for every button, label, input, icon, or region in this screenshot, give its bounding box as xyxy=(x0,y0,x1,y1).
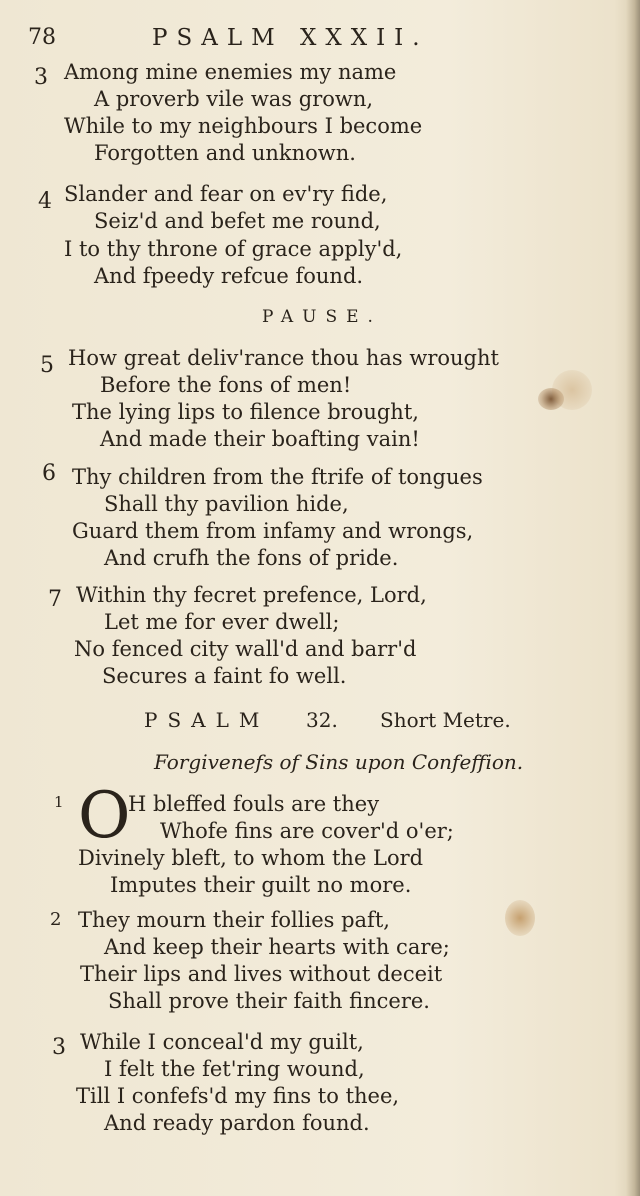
stanza-number: 6 xyxy=(42,461,56,486)
verse-line: Guard them from infamy and wrongs, xyxy=(72,519,474,543)
verse-line: Secures a faint fo well. xyxy=(102,664,347,688)
verse-line: Thy children from the ftrife of tongues xyxy=(72,465,483,489)
stanza-number: 1 xyxy=(54,793,64,811)
verse-line: I to thy throne of grace apply'd, xyxy=(64,237,403,261)
section-heading-metre: Short Metre. xyxy=(380,708,511,732)
foxing-stain xyxy=(505,900,535,936)
verse-line: No fenced city wall'd and barr'd xyxy=(74,637,417,661)
pause-label: PAUSE. xyxy=(262,307,382,327)
verse-line: H bleffed fouls are they xyxy=(128,792,380,816)
page-edge-shadow xyxy=(626,0,640,1196)
foxing-stain xyxy=(552,370,592,410)
verse-line: And made their boafting vain! xyxy=(100,427,420,451)
verse-line: Slander and fear on ev'ry fide, xyxy=(64,182,388,206)
stanza-number: 4 xyxy=(38,189,52,214)
verse-line: Shall thy pavilion hide, xyxy=(104,492,349,516)
verse-line: And ready pardon found. xyxy=(104,1111,370,1135)
verse-line: How great deliv'rance thou has wrought xyxy=(68,346,499,370)
verse-line: The lying lips to filence brought, xyxy=(72,400,419,424)
stanza-number: 3 xyxy=(34,65,48,90)
page-number: 78 xyxy=(28,25,56,50)
verse-line: They mourn their follies paft, xyxy=(78,908,390,932)
verse-line: A proverb vile was grown, xyxy=(94,87,374,111)
verse-line: While I conceal'd my guilt, xyxy=(80,1030,364,1054)
verse-line: Their lips and lives without deceit xyxy=(80,962,443,986)
stanza-number: 3 xyxy=(52,1035,66,1060)
verse-line: Before the fons of men! xyxy=(100,373,352,397)
section-heading-number: 32. xyxy=(306,708,338,732)
section-heading-psalm: PSALM xyxy=(144,708,270,732)
verse-line: And crufh the fons of pride. xyxy=(104,546,399,570)
verse-line: While to my neighbours I become xyxy=(64,114,423,138)
verse-line: Shall prove their faith fincere. xyxy=(108,989,430,1013)
verse-line: And fpeedy refcue found. xyxy=(94,264,364,288)
verse-line: Divinely bleft, to whom the Lord xyxy=(78,846,424,870)
verse-line: And keep their hearts with care; xyxy=(104,935,450,959)
verse-line: Whofe fins are cover'd o'er; xyxy=(160,819,454,843)
stanza-number: 7 xyxy=(48,587,62,612)
verse-line: Within thy fecret prefence, Lord, xyxy=(76,583,427,607)
verse-line: Forgotten and unknown. xyxy=(94,141,356,165)
page-title: PSALM XXXII. xyxy=(152,25,429,51)
stanza-number: 5 xyxy=(40,353,54,378)
verse-line: Let me for ever dwell; xyxy=(104,610,340,634)
verse-line: Seiz'd and befet me round, xyxy=(94,209,381,233)
verse-line: Till I confefs'd my fins to thee, xyxy=(76,1084,400,1108)
verse-line: Among mine enemies my name xyxy=(64,60,397,84)
stanza-number: 2 xyxy=(50,909,62,930)
verse-line: Imputes their guilt no more. xyxy=(110,873,412,897)
drop-cap: O xyxy=(78,779,131,853)
verse-line: I felt the fet'ring wound, xyxy=(104,1057,365,1081)
section-subtitle: Forgivenefs of Sins upon Confeffion. xyxy=(154,750,524,774)
